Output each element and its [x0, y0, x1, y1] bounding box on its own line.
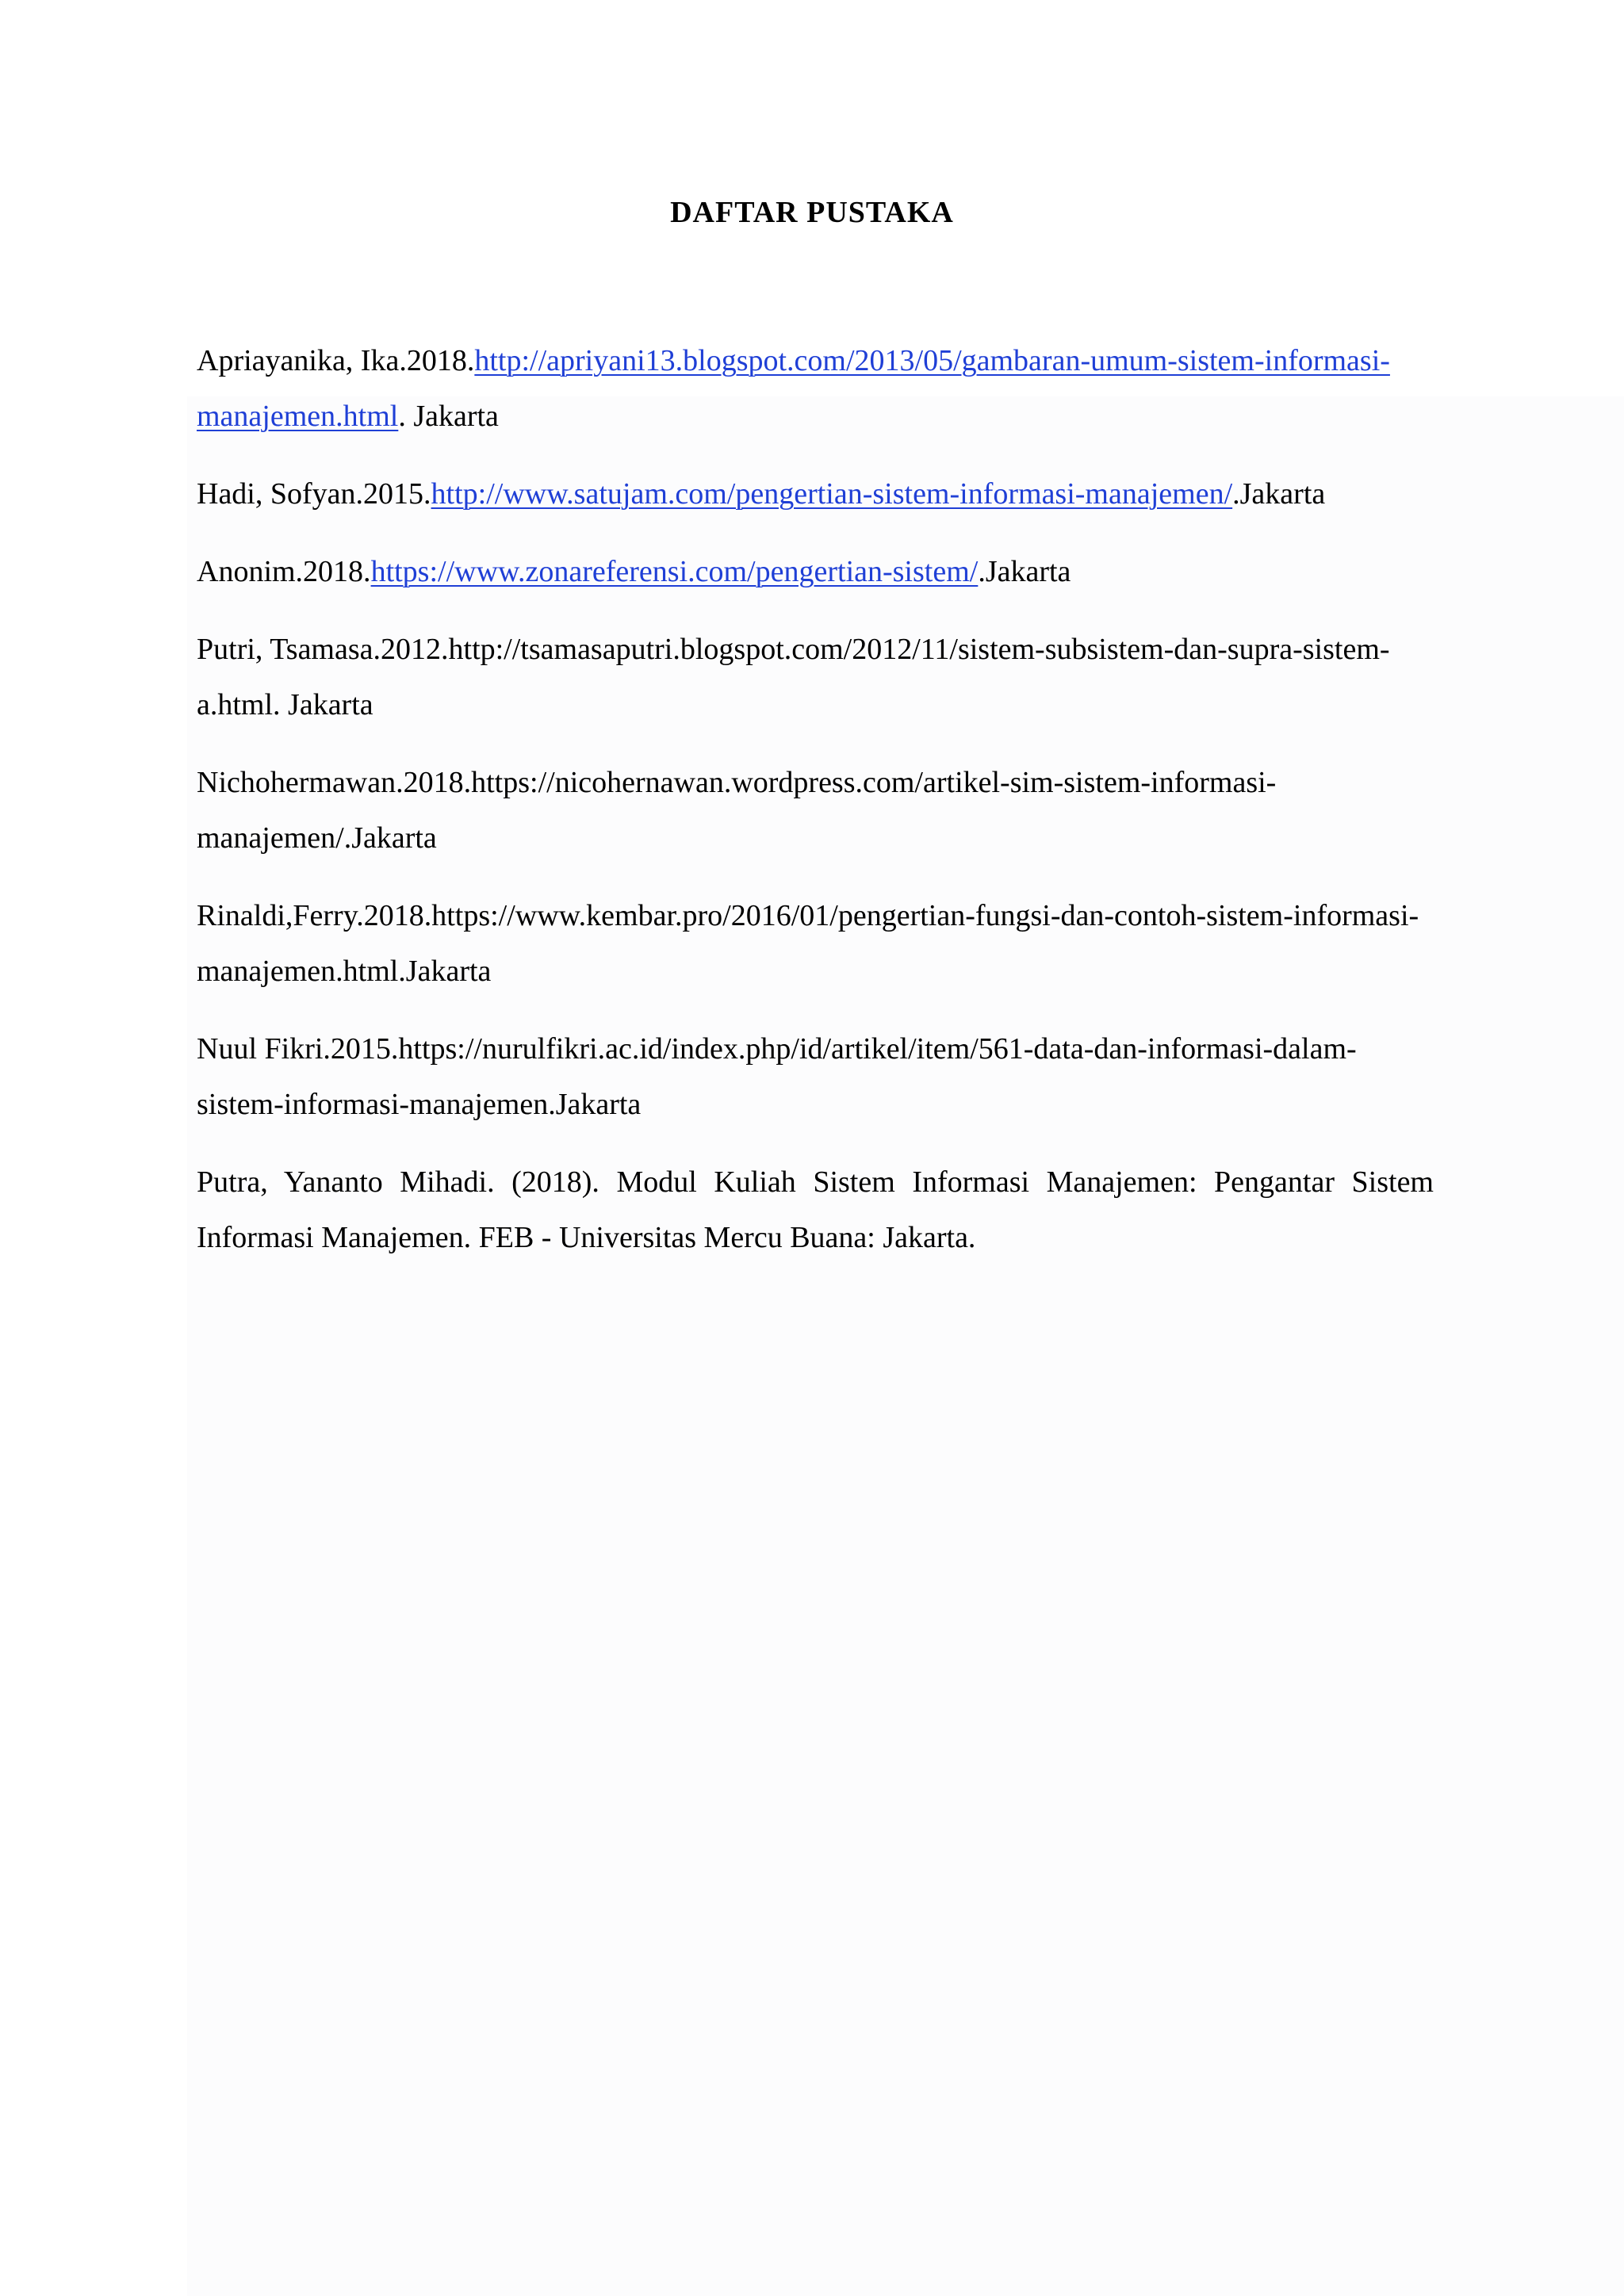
reference-link[interactable]: https://www.zonareferensi.com/pengertian-sistem/ [370, 555, 979, 588]
reference-item: Nuul Fikri.2015.https://nurulfikri.ac.id/index.php/id/artikel/item/561-data-dan-informasi-dalam-sistem-informasi-manajemen.Jakarta [197, 1032, 1357, 1121]
reference-item: Nichohermawan.2018.https://nicohernawan.wordpress.com/artikel-sim-sistem-informasi-manajemen/.Jakarta [197, 766, 1277, 855]
reference-suffix: .Jakarta [1232, 477, 1326, 511]
reference-list [197, 333, 1434, 1288]
reference-item [197, 544, 1434, 599]
reference-item: Rinaldi,Ferry.2018.https://www.kembar.pro/2016/01/pengertian-fungsi-dan-contoh-sistem-informasi-manajemen.html.Jakarta [197, 899, 1419, 988]
reference-author: Hadi, Sofyan.2015. [197, 477, 431, 511]
reference-suffix: .Jakarta [978, 555, 1071, 588]
reference-item [197, 333, 1434, 444]
reference-item: Putra, Yananto Mihadi. (2018). Modul Kuliah Sistem Informasi Manajemen: Pengantar Sistem Informasi Manajemen. FEB - Universitas Mercu Buana: Jakarta. [197, 1165, 1434, 1254]
reference-suffix: . Jakarta [398, 400, 499, 433]
reference-item: Putri, Tsamasa.2012.http://tsamasaputri.blogspot.com/2012/11/sistem-subsistem-dan-supra-sistem-a.html. Jakarta [197, 633, 1390, 721]
reference-link[interactable]: http://www.satujam.com/pengertian-sistem-informasi-manajemen/ [431, 477, 1233, 511]
reference-link[interactable]: http://apriyani13.blogspot.com/2013/05/gambaran-umum-sistem-informasi-manajemen.html [197, 344, 1390, 433]
page-title: DAFTAR PUSTAKA [670, 196, 954, 229]
reference-item [197, 466, 1434, 522]
reference-author: Apriayanika, Ika.2018. [197, 344, 475, 377]
reference-author: Anonim.2018. [197, 555, 371, 588]
